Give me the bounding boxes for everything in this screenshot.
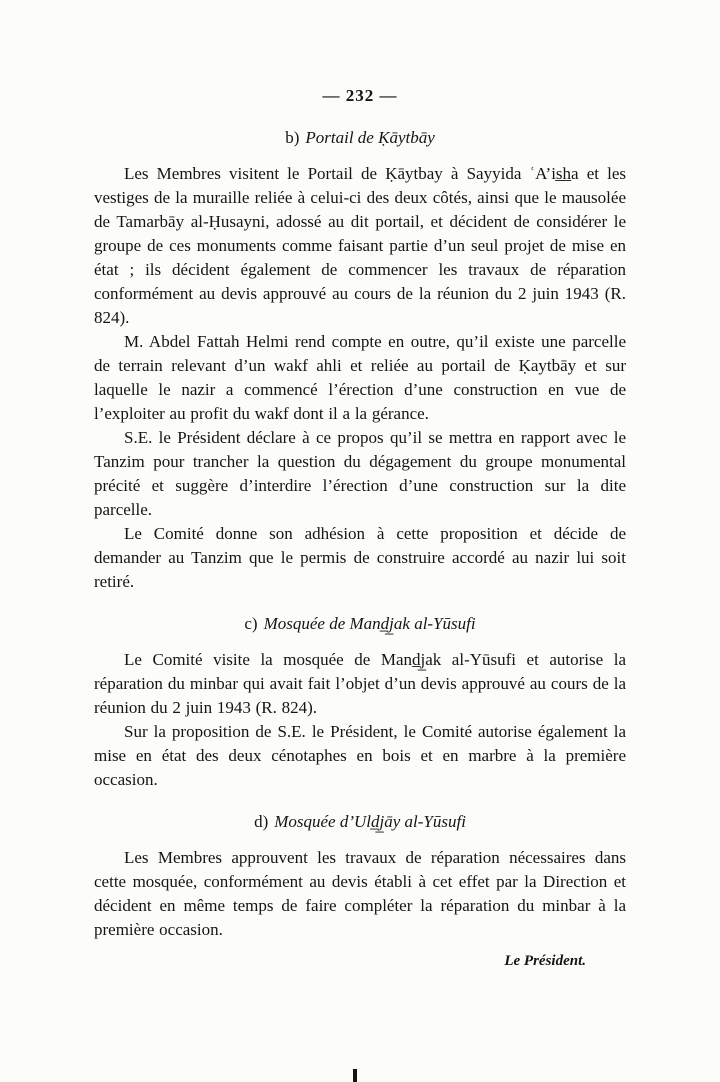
- section-title: Mosquée de Mand̲j̲ak al-Yūsufi: [263, 614, 476, 633]
- section-mosquee-mandjak: [94, 612, 626, 792]
- paragraph: Le Comité visite la mosquée de Mand̲j̲ak al-Yūsufi et autorise la réparation du minbar qui avait fait l’objet d’un devis approuvé au cours de la réunion du 2 juin 1943 (R. 824).: [94, 650, 626, 717]
- section-label: d): [254, 812, 269, 831]
- paragraph: S.E. le Président déclare à ce propos qu’il se mettra en rapport avec le Tanzim pour trancher la question du dégagement du groupe monumental précité et suggère d’interdire l’érection d’une construction sur la dite parcelle.: [94, 428, 626, 519]
- scan-artifact-mark: [353, 1069, 357, 1082]
- section-title: Mosquée d’Uld̲j̲āy al-Yūsufi: [274, 812, 466, 831]
- section-portail-kaytbay: [94, 126, 626, 594]
- section-heading: [94, 810, 626, 834]
- section-label: b): [285, 128, 300, 147]
- signature-le-president: Le Président.: [504, 953, 586, 969]
- paragraph: Le Comité donne son adhésion à cette proposition et décide de demander au Tanzim que le permis de construire accordé au nazir lui soit retiré.: [94, 524, 626, 591]
- section-title: Portail de Ḳāytbāy: [305, 128, 435, 147]
- section-mosquee-uldjay: [94, 810, 626, 942]
- paragraph: Sur la proposition de S.E. le Président, le Comité autorise également la mise en état des deux cénotaphes en bois et en marbre à la première occasion.: [94, 722, 626, 789]
- section-heading: [94, 612, 626, 636]
- page-number: — 232 —: [322, 86, 398, 105]
- paragraph: Les Membres approuvent les travaux de réparation nécessaires dans cette mosquée, conformément au devis établi à cet effet par la Direction et décident en même temps de faire compléter la réparation du minbar à la première occasion.: [94, 848, 626, 939]
- section-heading: [94, 126, 626, 150]
- paragraph: M. Abdel Fattah Helmi rend compte en outre, qu’il existe une parcelle de terrain relevant d’un wakf ahli et reliée au portail de Ḳaytbāy et sur laquelle le nazir a commencé l’érection d’une construction en vue de l’exploiter au profit du wakf dont il a la gérance.: [94, 332, 626, 423]
- paragraph: Les Membres visitent le Portail de Ḳāytbay à Sayyida ʿA’is̲h̲a et les vestiges de la muraille reliée à celui-ci des deux côtés, ainsi que le mausolée de Tamarbāy al-Ḥusayni, adossé au dit portail, et décident de considérer le groupe de ces monuments comme faisant partie d’un seul projet de mise en état ; ils décident également de commencer les travaux de réparation conformément au devis approuvé au cours de la réunion du 2 juin 1943 (R. 824).: [94, 164, 626, 327]
- section-label: c): [244, 614, 258, 633]
- document-page: [94, 0, 626, 972]
